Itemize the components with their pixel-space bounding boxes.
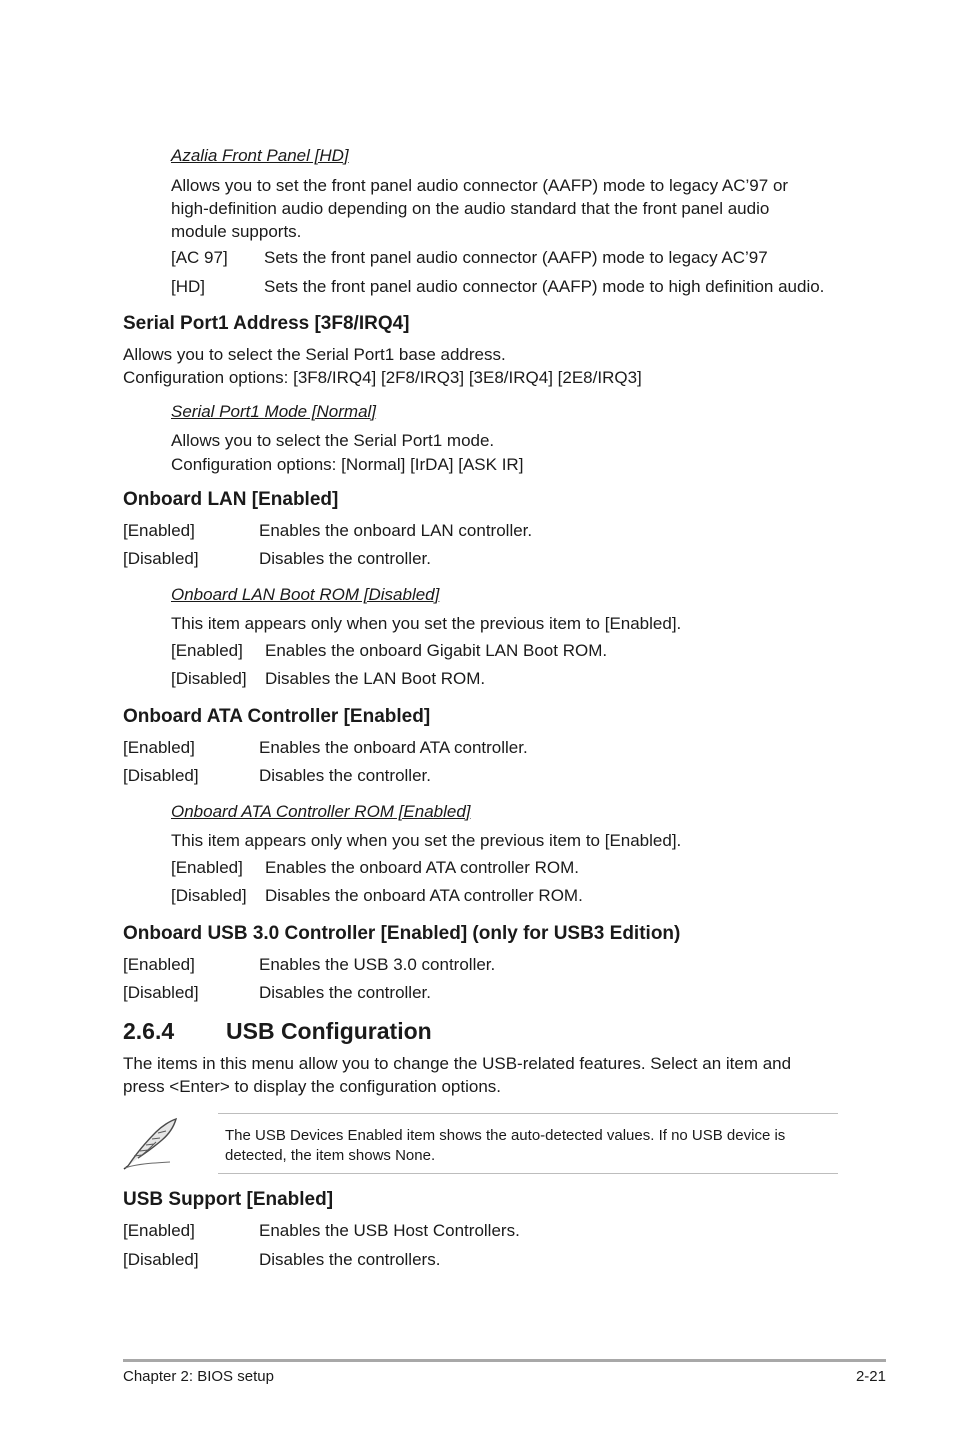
serial-mode-subtitle: Serial Port1 Mode [Normal] bbox=[171, 402, 377, 421]
option-text: Sets the front panel audio connector (AAFP) mode to high definition audio. bbox=[264, 277, 825, 296]
option-key: [Enabled] bbox=[123, 521, 195, 540]
option-text: Enables the onboard ATA controller ROM. bbox=[265, 858, 580, 877]
option-key: [Enabled] bbox=[123, 955, 195, 974]
azalia-desc-line: Allows you to set the front panel audio connector (AAFP) mode to legacy AC’97 or bbox=[171, 176, 789, 195]
serial-mode-desc-line: Configuration options: [Normal] [IrDA] [ASK IR] bbox=[171, 455, 524, 474]
option-key: [Enabled] bbox=[171, 641, 243, 660]
serial-mode-desc-line: Allows you to select the Serial Port1 mode. bbox=[171, 431, 495, 450]
note-line: detected, the item shows None. bbox=[225, 1147, 436, 1165]
serial-desc-line: Allows you to select the Serial Port1 base address. bbox=[123, 345, 506, 364]
feather-pen-icon bbox=[122, 1116, 180, 1170]
section-heading-onboard-lan: Onboard LAN [Enabled] bbox=[123, 489, 339, 510]
ata-rom-subtitle: Onboard ATA Controller ROM [Enabled] bbox=[171, 802, 471, 821]
serial-desc-line: Configuration options: [3F8/IRQ4] [2F8/IRQ3] [3E8/IRQ4] [2E8/IRQ3] bbox=[123, 368, 642, 387]
option-key: [HD] bbox=[171, 277, 205, 296]
option-key: [Disabled] bbox=[171, 669, 247, 688]
footer-page-number: 2-21 bbox=[855, 1368, 886, 1385]
option-text: Disables the controller. bbox=[259, 549, 431, 568]
option-key: [Enabled] bbox=[123, 738, 195, 757]
option-text: Enables the onboard ATA controller. bbox=[259, 738, 528, 757]
lan-boot-rom-subtitle: Onboard LAN Boot ROM [Disabled] bbox=[171, 585, 440, 604]
option-text: Disables the LAN Boot ROM. bbox=[265, 669, 486, 688]
section-title-usb-configuration: USB Configuration bbox=[226, 1018, 432, 1044]
azalia-desc-line: high-definition audio depending on the audio standard that the front panel audio bbox=[171, 199, 770, 218]
option-key: [Disabled] bbox=[123, 549, 199, 568]
option-text: Enables the onboard Gigabit LAN Boot ROM. bbox=[265, 641, 608, 660]
section-heading-onboard-ata: Onboard ATA Controller [Enabled] bbox=[123, 706, 431, 727]
option-key: [Disabled] bbox=[123, 983, 199, 1002]
option-text: Enables the onboard LAN controller. bbox=[259, 521, 533, 540]
azalia-desc-line: module supports. bbox=[171, 222, 302, 241]
note-line: The USB Devices Enabled item shows the auto-detected values. If no USB device is bbox=[225, 1127, 786, 1144]
footer-chapter: Chapter 2: BIOS setup bbox=[123, 1368, 274, 1385]
usb-config-desc-line: press <Enter> to display the configuration options. bbox=[123, 1077, 502, 1096]
ata-rom-desc: This item appears only when you set the previous item to [Enabled]. bbox=[171, 831, 682, 850]
option-text: Enables the USB 3.0 controller. bbox=[259, 955, 496, 974]
option-text: Disables the controllers. bbox=[259, 1250, 441, 1269]
lan-boot-rom-desc: This item appears only when you set the previous item to [Enabled]. bbox=[171, 614, 682, 633]
option-key: [AC 97] bbox=[171, 248, 228, 267]
azalia-subtitle: Azalia Front Panel [HD] bbox=[171, 146, 349, 165]
option-text: Disables the controller. bbox=[259, 983, 431, 1002]
note-bottom-rule bbox=[218, 1173, 838, 1174]
option-key: [Disabled] bbox=[123, 766, 199, 785]
note-text bbox=[225, 1126, 835, 1167]
option-text: Enables the USB Host Controllers. bbox=[259, 1221, 520, 1240]
usb-config-desc-line: The items in this menu allow you to change the USB-related features. Select an item and bbox=[123, 1054, 792, 1073]
option-text: Disables the controller. bbox=[259, 766, 431, 785]
section-heading-usb-support: USB Support [Enabled] bbox=[123, 1189, 334, 1210]
footer-rule bbox=[123, 1359, 886, 1362]
option-key: [Disabled] bbox=[171, 886, 247, 905]
option-key: [Disabled] bbox=[123, 1250, 199, 1269]
section-heading-onboard-usb3: Onboard USB 3.0 Controller [Enabled] (only for USB3 Edition) bbox=[123, 923, 681, 944]
option-text: Sets the front panel audio connector (AAFP) mode to legacy AC’97 bbox=[264, 248, 768, 267]
option-key: [Enabled] bbox=[123, 1221, 195, 1240]
option-text: Disables the onboard ATA controller ROM. bbox=[265, 886, 583, 905]
section-number: 2.6.4 bbox=[123, 1018, 175, 1044]
section-heading-serial-port: Serial Port1 Address [3F8/IRQ4] bbox=[123, 313, 410, 334]
option-key: [Enabled] bbox=[171, 858, 243, 877]
note-top-rule bbox=[218, 1113, 838, 1114]
